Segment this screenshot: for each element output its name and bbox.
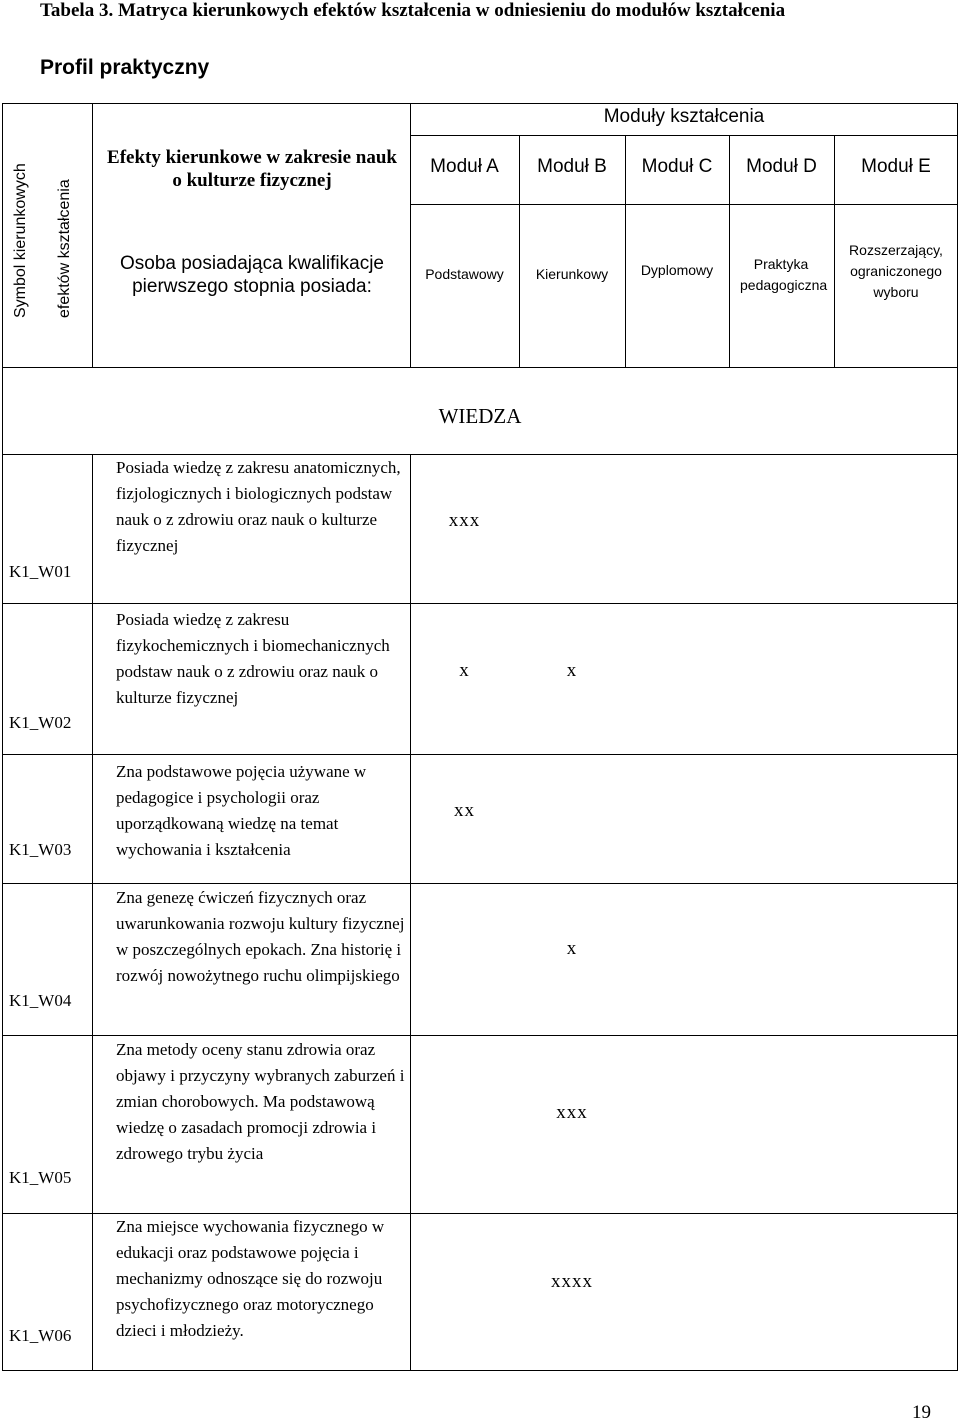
rule — [92, 454, 93, 1371]
table-title: Tabela 3. Matryca kierunkowych efektów kształcenia w odniesieniu do modułów kształcenia — [40, 0, 786, 21]
effects-subheading: Osoba posiadająca kwalifikacje pierwszego stopnia posiada: — [119, 253, 385, 297]
rule — [410, 135, 958, 136]
module-a-mark: xxx — [448, 510, 481, 531]
module-c-type: Dyplomowy — [640, 262, 714, 278]
module-b-name: Moduł B — [537, 156, 607, 177]
rule — [2, 1035, 958, 1036]
module-e-name: Moduł E — [861, 156, 931, 177]
rule — [2, 754, 958, 755]
effect-symbol: K1_W01 — [9, 562, 72, 581]
rule — [2, 1370, 958, 1371]
rule — [2, 103, 3, 1371]
effect-symbol: K1_W02 — [9, 713, 72, 732]
rule — [2, 103, 958, 104]
modules-heading: Moduły kształcenia — [603, 106, 765, 127]
rule — [957, 103, 958, 1371]
module-b-mark: x — [566, 660, 578, 681]
profile-heading: Profil praktyczny — [40, 56, 210, 79]
symbol-header-line2: efektów kształcenia — [56, 179, 73, 318]
rule — [410, 454, 411, 1371]
effect-symbol: K1_W04 — [9, 991, 72, 1010]
module-a-mark: xx — [454, 800, 475, 821]
effect-description: Posiada wiedzę z zakresu fizykochemicznych i biomechanicznych podstaw nauk o z zdrowiu oraz nauk o kulturze fizycznej — [116, 610, 390, 707]
module-b-mark: xxx — [556, 1102, 588, 1123]
module-b-mark: x — [566, 938, 578, 959]
module-d-name: Moduł D — [746, 156, 817, 177]
rule — [2, 367, 958, 368]
rule — [92, 103, 93, 368]
effect-description: Zna genezę ćwiczeń fizycznych oraz uwarunkowania rozwoju kultury fizycznej w poszczególnych epokach. Zna historię i rozwój nowożytnego ruchu olimpijskiego — [116, 888, 405, 985]
effect-symbol: K1_W03 — [9, 840, 72, 859]
page-number: 19 — [912, 1402, 931, 1423]
symbol-header-line1: Symbol kierunkowych — [12, 163, 29, 318]
rule — [410, 204, 958, 205]
effect-symbol: K1_W06 — [9, 1326, 72, 1345]
effect-description: Posiada wiedzę z zakresu anatomicznych, fizjologicznych i biologicznych podstaw nauk o z zdrowiu oraz nauk o kulturze fizycznej — [116, 458, 401, 555]
module-a-mark: x — [459, 660, 470, 681]
module-e-type: Rozszerzający, ograniczonego wyboru — [849, 242, 943, 300]
rule — [2, 883, 958, 884]
rule — [2, 603, 958, 604]
module-a-type: Podstawowy — [425, 266, 504, 282]
section-label-wiedza: WIEDZA — [438, 404, 522, 428]
module-d-type: Praktyka pedagogiczna — [740, 256, 828, 293]
effect-description: Zna podstawowe pojęcia używane w pedagogice i psychologii oraz uporządkowaną wiedzę na temat wychowania i kształcenia — [116, 762, 367, 859]
module-a-name: Moduł A — [430, 156, 499, 177]
module-b-type: Kierunkowy — [535, 266, 609, 282]
effect-description: Zna metody oceny stanu zdrowia oraz objawy i przyczyny wybranych zaburzeń i zmian chorobowych. Ma podstawową wiedzę o zasadach promocji zdrowia i zdrowego trybu życia — [116, 1040, 405, 1163]
module-b-mark: xxxx — [551, 1271, 593, 1292]
rule — [410, 103, 411, 368]
effect-symbol: K1_W05 — [9, 1168, 72, 1187]
effect-description: Zna miejsce wychowania fizycznego w edukacji oraz podstawowe pojęcia i mechanizmy odnoszące się do rozwoju psychofizycznego oraz motorycznego dzieci i młodzieży. — [116, 1217, 385, 1340]
effects-heading: Efekty kierunkowe w zakresie nauk o kulturze fizycznej — [107, 147, 397, 191]
module-c-name: Moduł C — [641, 156, 713, 177]
